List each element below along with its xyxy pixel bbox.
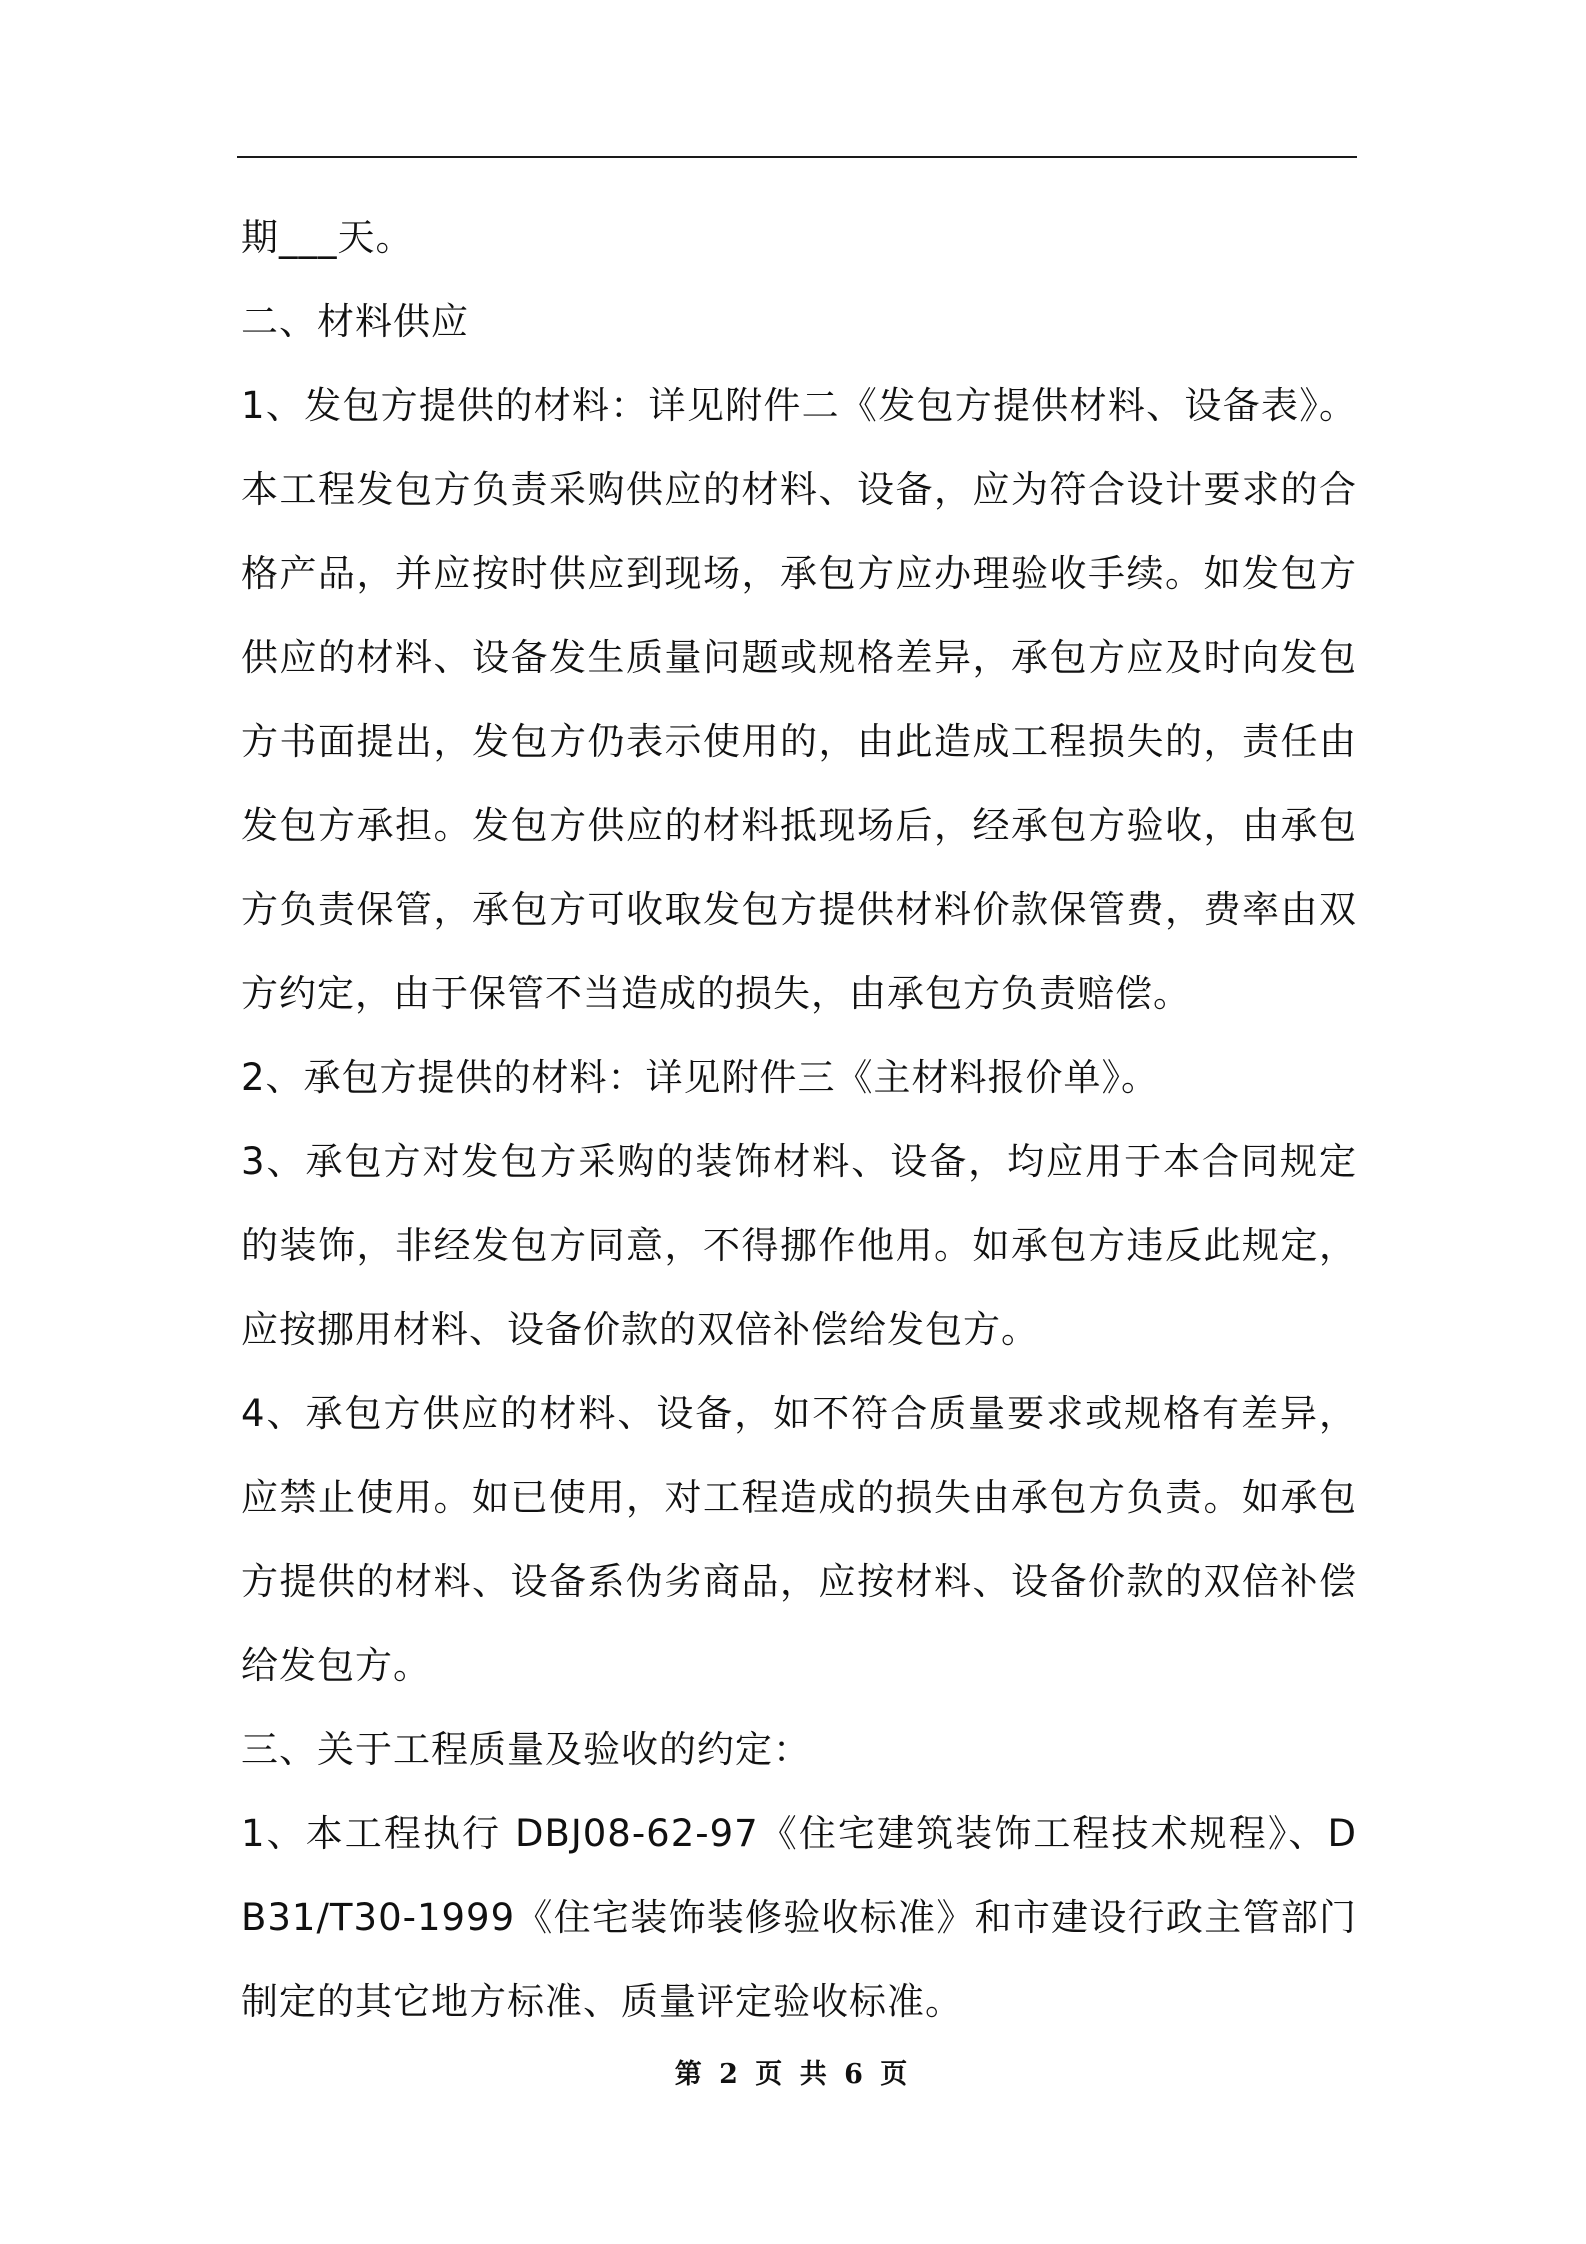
paragraph-clause-3-1: 1、本工程执行 DBJ08-62-97《住宅建筑装饰工程技术规程》、DB31/T30-1999《住宅装饰装修验收标准》和市建设行政主管部门制定的其它地方标准、质量评定验收标准。: [241, 1812, 1357, 2023]
paragraph-clause-2-3: 3、承包方对发包方采购的装饰材料、设备，均应用于本合同规定的装饰，非经发包方同意，不得挪作他用。如承包方违反此规定，应按挪用材料、设备价款的双倍补偿给发包方。: [241, 1140, 1357, 1351]
paragraph-clause-2-1: 1、发包方提供的材料：详见附件二《发包方提供材料、设备表》。本工程发包方负责采购供应的材料、设备，应为符合设计要求的合格产品，并应按时供应到现场，承包方应办理验收手续。如发包方供应的材料、设备发生质量问题或规格差异，承包方应及时向发包方书面提出，发包方仍表示使用的，由此造成工程损失的，责任由发包方承担。发包方供应的材料抵现场后，经承包方验收，由承包方负责保管，承包方可收取发包方提供材料价款保管费，费率由双方约定，由于保管不当造成的损失，由承包方负责赔偿。: [241, 384, 1357, 1015]
paragraph-clause-2-4: 4、承包方供应的材料、设备，如不符合质量要求或规格有差异，应禁止使用。如已使用，对工程造成的损失由承包方负责。如承包方提供的材料、设备系伪劣商品，应按材料、设备价款的双倍补偿给发包方。: [241, 1392, 1357, 1687]
paragraph-continuation: 期___天。: [241, 216, 414, 259]
section-heading-materials: 二、材料供应: [241, 300, 469, 343]
section-heading-quality: 三、关于工程质量及验收的约定：: [241, 1728, 811, 1771]
document-body: [241, 196, 1357, 2044]
paragraph-clause-2-2: 2、承包方提供的材料：详见附件三《主材料报价单》。: [241, 1056, 1160, 1099]
page-number: 第 2 页 共 6 页: [674, 2059, 912, 2090]
header-rule: [237, 156, 1357, 158]
